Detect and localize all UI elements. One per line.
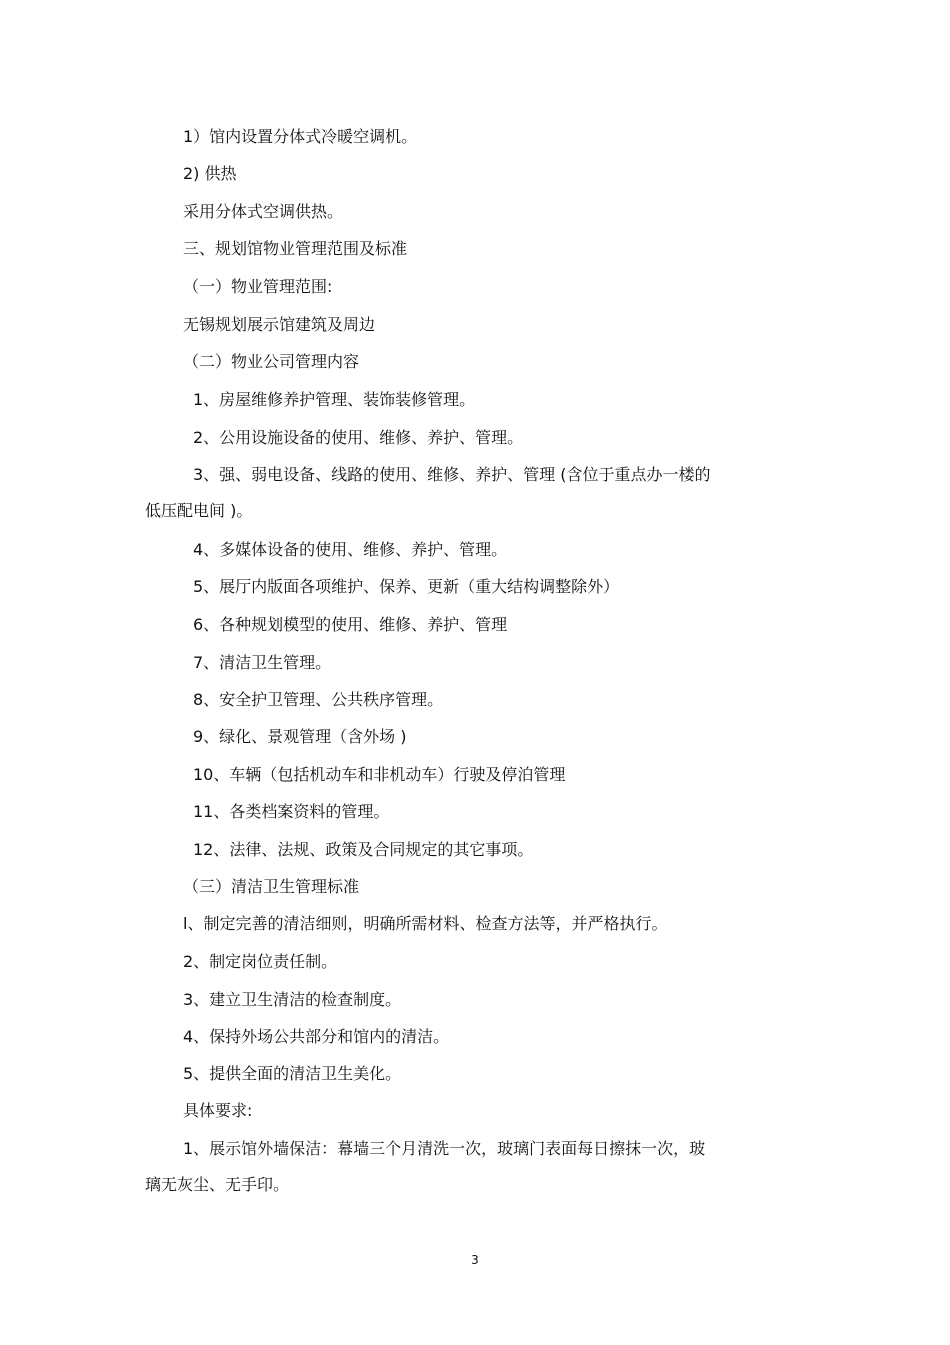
list-item: 1、展示馆外墙保洁：幕墙三个月清洗一次，玻璃门表面每日擦抹一次，玻 <box>183 1139 706 1158</box>
page-number: 3 <box>471 1253 479 1267</box>
list-item: 7、清洁卫生管理。 <box>193 653 332 672</box>
text-line: 具体要求: <box>183 1101 253 1120</box>
text-line: 无锡规划展示馆建筑及周边 <box>183 315 376 334</box>
list-item: 9、绿化、景观管理（含外场 ) <box>193 727 407 746</box>
list-item: 3、强、弱电设备、线路的使用、维修、养护、管理 (含位于重点办一楼的 <box>193 465 711 484</box>
text-line: 2) 供热 <box>183 164 237 183</box>
list-item: 11、各类档案资料的管理。 <box>193 802 390 821</box>
list-item: 8、安全护卫管理、公共秩序管理。 <box>193 690 444 709</box>
list-item: 2、制定岗位责任制。 <box>183 952 338 971</box>
list-item: 2、公用设施设备的使用、维修、养护、管理。 <box>193 428 524 447</box>
list-item-continuation: 璃无灰尘、无手印。 <box>145 1175 290 1194</box>
list-item: 4、多媒体设备的使用、维修、养护、管理。 <box>193 540 508 559</box>
subsection-heading: （三）清洁卫生管理标准 <box>183 877 360 896</box>
subsection-heading: （二）物业公司管理内容 <box>183 352 360 371</box>
section-heading: 三、规划馆物业管理范围及标准 <box>183 239 408 258</box>
list-item: l、制定完善的清洁细则，明确所需材料、检查方法等，并严格执行。 <box>183 914 668 933</box>
list-item: 5、展厅内版面各项维护、保养、更新（重大结构调整除外） <box>193 577 620 596</box>
list-item-continuation: 低压配电间 )。 <box>145 501 253 520</box>
list-item: 10、车辆（包括机动车和非机动车）行驶及停泊管理 <box>193 765 566 784</box>
list-item: 5、提供全面的清洁卫生美化。 <box>183 1064 402 1083</box>
list-item: 4、保持外场公共部分和馆内的清洁。 <box>183 1027 450 1046</box>
text-line: 采用分体式空调供热。 <box>183 202 344 221</box>
text-line: 1）馆内设置分体式冷暖空调机。 <box>183 127 418 146</box>
list-item: 12、法律、法规、政策及合同规定的其它事项。 <box>193 840 534 859</box>
subsection-heading: （一）物业管理范围: <box>183 277 333 296</box>
list-item: 6、各种规划模型的使用、维修、养护、管理 <box>193 615 508 634</box>
list-item: 1、房屋维修养护管理、装饰装修管理。 <box>193 390 476 409</box>
list-item: 3、建立卫生清洁的检查制度。 <box>183 990 402 1009</box>
